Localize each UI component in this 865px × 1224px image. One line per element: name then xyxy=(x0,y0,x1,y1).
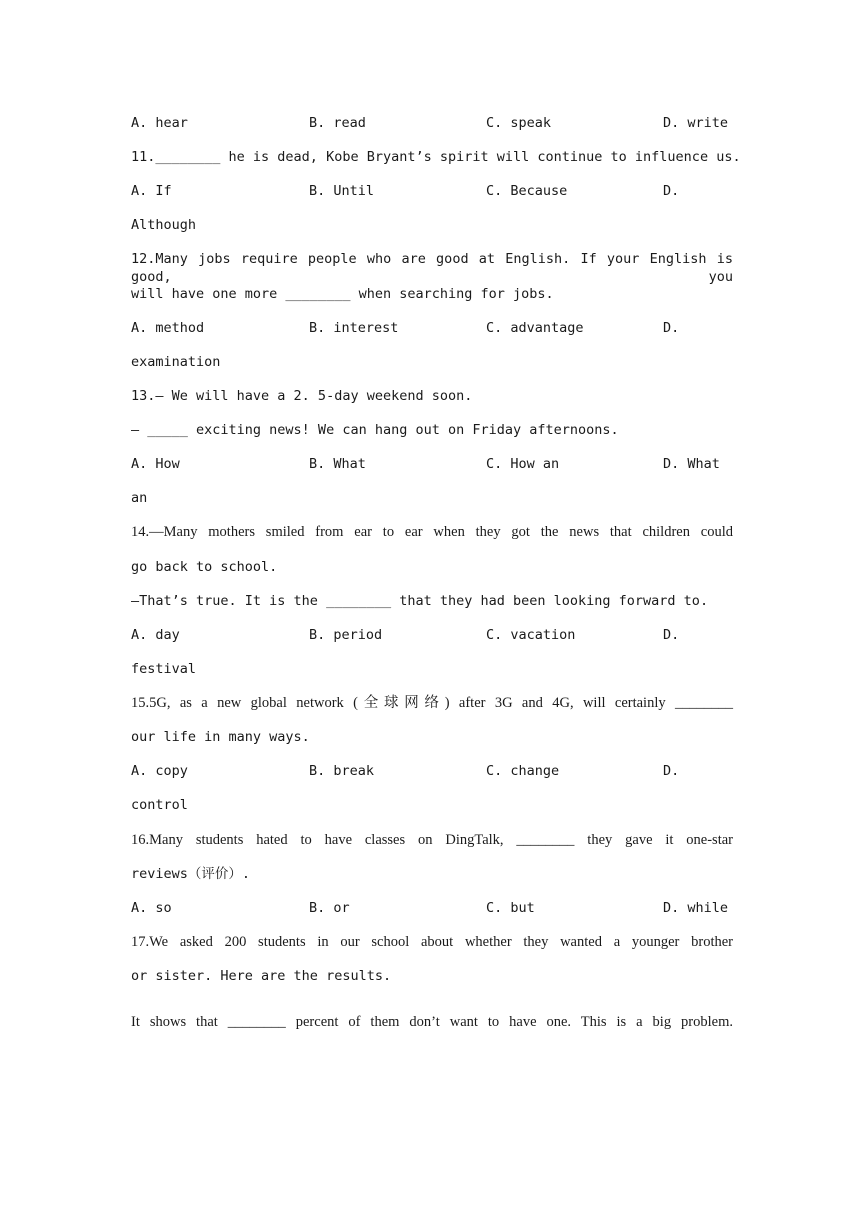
q12-option-b: B. interest xyxy=(309,320,399,336)
q16-option-d: D. while xyxy=(663,900,729,916)
q11-option-b: B. Until xyxy=(309,183,375,199)
q10-option-d: D. write xyxy=(663,115,729,131)
q12-option-c: C. advantage xyxy=(486,320,584,336)
q15-options xyxy=(131,762,733,780)
q13-option-c: C. How an xyxy=(486,456,560,472)
q17-stem-line2: or sister. Here are the results. xyxy=(131,968,392,984)
q16-stem-line2: reviews（评价）. xyxy=(131,866,251,882)
q11-stem: 11.________ he is dead, Kobe Bryant’s spirit will continue to influence us. xyxy=(131,149,741,165)
q15-stem-line2: our life in many ways. xyxy=(131,729,310,745)
q15-option-b: B. break xyxy=(309,763,375,779)
q15-option-a: A. copy xyxy=(131,763,188,779)
q10-options xyxy=(131,114,733,132)
q13-option-a: A. How xyxy=(131,456,180,472)
q14-stem-line2: go back to school. xyxy=(131,559,278,575)
q14-option-d-text: festival xyxy=(131,661,197,677)
q11-options xyxy=(131,182,733,200)
q14-options xyxy=(131,626,733,644)
q12-stem-line1: 12.Many jobs require people who are good at English. If your English is good, you xyxy=(131,251,733,285)
q15-option-d-text: control xyxy=(131,797,188,813)
q16-option-a: A. so xyxy=(131,900,172,916)
q14-stem-line3: —That’s true. It is the ________ that they had been looking forward to. xyxy=(131,593,709,609)
q16-stem-line1: 16.Many students hated to have classes on DingTalk, ________ they gave it one-star xyxy=(131,832,733,848)
q11-option-a: A. If xyxy=(131,183,172,199)
q10-option-b: B. read xyxy=(309,115,366,131)
q16-options xyxy=(131,899,733,917)
q10-option-c: C. speak xyxy=(486,115,552,131)
q13-option-b: B. What xyxy=(309,456,366,472)
q12-option-d: D. xyxy=(663,320,680,336)
q16-option-c: C. but xyxy=(486,900,535,916)
q11-option-d-text: Although xyxy=(131,217,197,233)
q15-option-c: C. change xyxy=(486,763,560,779)
q13-options xyxy=(131,455,733,473)
q14-option-a: A. day xyxy=(131,627,180,643)
q13-option-d-text: an xyxy=(131,490,148,506)
q15-stem-line1: 15.5G, as a new global network (全球网络) after 3G and 4G, will certainly ________ xyxy=(131,695,733,711)
q12-option-a: A. method xyxy=(131,320,205,336)
q11-option-d: D. xyxy=(663,183,680,199)
q10-option-a: A. hear xyxy=(131,115,188,131)
q14-option-c: C. vacation xyxy=(486,627,576,643)
q13-option-d: D. What xyxy=(663,456,720,472)
q14-stem-line1: 14.—Many mothers smiled from ear to ear when they got the news that children could xyxy=(131,524,733,540)
q12-options xyxy=(131,319,733,337)
q17-stem-line1: 17.We asked 200 students in our school about whether they wanted a younger brother xyxy=(131,934,733,950)
q15-option-d: D. xyxy=(663,763,680,779)
q14-option-d: D. xyxy=(663,627,680,643)
q17-stem-line3: It shows that ________ percent of them don’t want to have one. This is a big problem. xyxy=(131,1014,733,1030)
q12-option-d-text: examination xyxy=(131,354,221,370)
q14-option-b: B. period xyxy=(309,627,383,643)
q13-stem-line1: 13.— We will have a 2. 5-day weekend soon. xyxy=(131,388,473,404)
q12-stem-line2: will have one more ________ when searching for jobs. xyxy=(131,286,554,302)
q13-stem-line2: — _____ exciting news! We can hang out on Friday afternoons. xyxy=(131,422,619,438)
q11-option-c: C. Because xyxy=(486,183,568,199)
q16-option-b: B. or xyxy=(309,900,350,916)
